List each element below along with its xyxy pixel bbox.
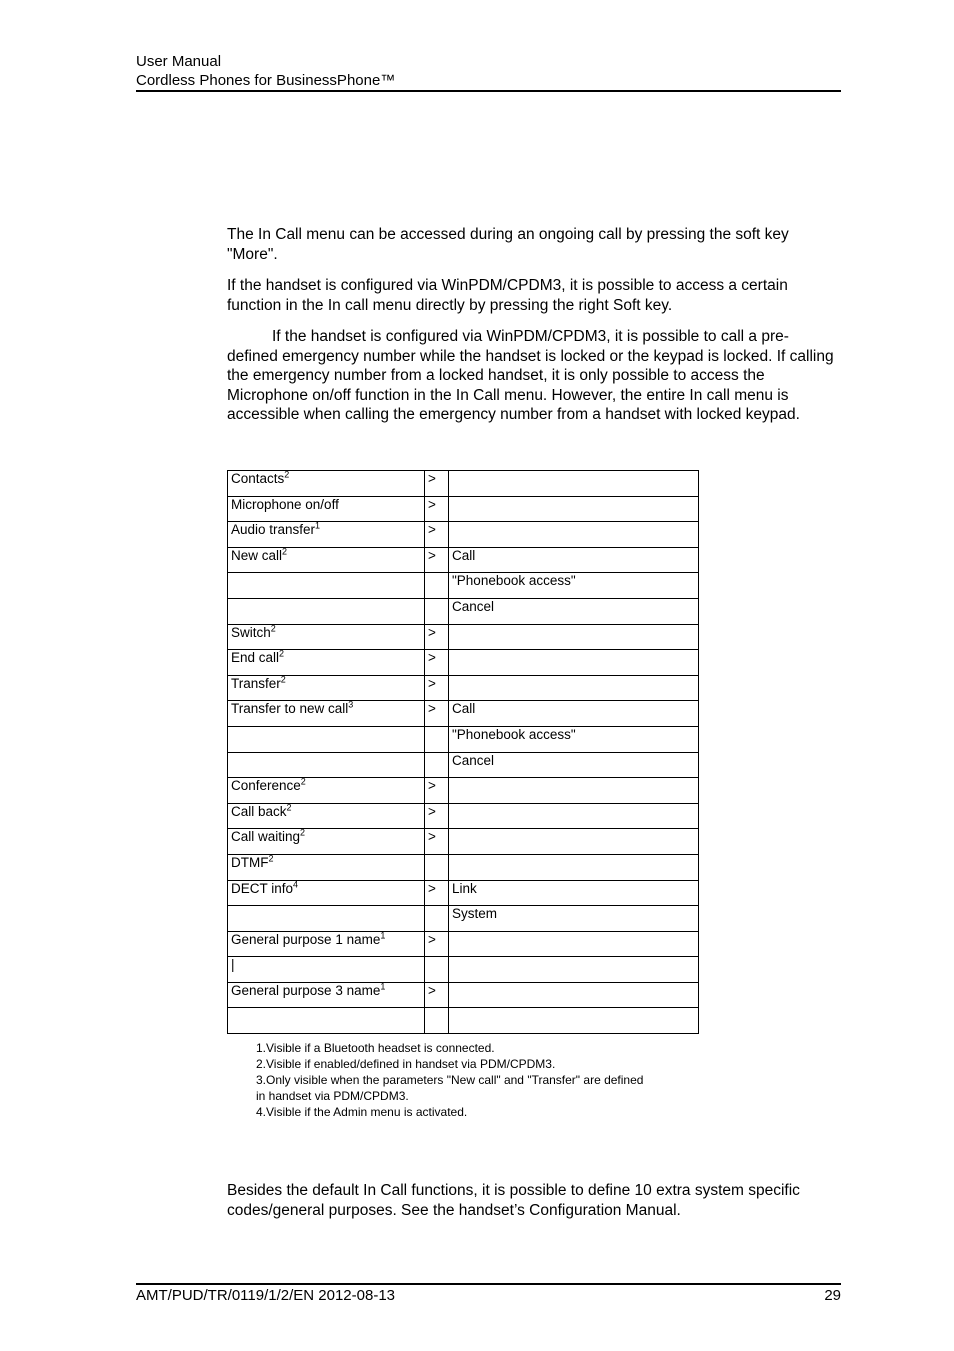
footnote: in handset via PDM/CPDM3. (256, 1089, 409, 1103)
menu-item-cell (228, 650, 425, 676)
page-number: 29 (824, 1287, 841, 1304)
footnote-ref: 3 (348, 699, 354, 710)
footnotes (256, 1040, 643, 1120)
submenu-arrow (425, 752, 449, 778)
submenu-item (449, 471, 699, 497)
menu-item-cell (228, 931, 425, 957)
submenu-arrow (425, 906, 449, 932)
submenu-arrow (425, 573, 449, 599)
menu-row (228, 880, 699, 906)
menu-item-cell (228, 726, 425, 752)
submenu-item (449, 778, 699, 804)
submenu-arrow: > (425, 803, 449, 829)
submenu-arrow: > (425, 624, 449, 650)
submenu-arrow: > (425, 829, 449, 855)
submenu-arrow: > (425, 675, 449, 701)
menu-row (228, 496, 699, 522)
submenu-item (449, 829, 699, 855)
submenu-item (449, 496, 699, 522)
submenu-item (449, 650, 699, 676)
footnote: 4.Visible if the Admin menu is activated. (256, 1105, 468, 1119)
submenu-arrow: > (425, 982, 449, 1008)
submenu-item (449, 931, 699, 957)
paragraph: The In Call menu can be accessed during an ongoing call by pressing the soft key "More". (227, 226, 789, 263)
footnote-ref: 2 (280, 674, 286, 685)
menu-item-label: Conference (231, 778, 301, 794)
menu-item-cell (228, 598, 425, 624)
submenu-arrow: > (425, 650, 449, 676)
submenu-item: System (449, 906, 699, 932)
submenu-arrow: > (425, 931, 449, 957)
menu-row (228, 547, 699, 573)
menu-item-label: | (231, 957, 235, 973)
menu-row (228, 675, 699, 701)
submenu-item: Cancel (449, 598, 699, 624)
header-rule (136, 90, 841, 92)
menu-row (228, 829, 699, 855)
footnote: 1.Visible if a Bluetooth headset is connected. (256, 1041, 495, 1055)
menu-item-cell (228, 906, 425, 932)
menu-item-cell (228, 880, 425, 906)
paragraph: If the handset is configured via WinPDM/CPDM3, it is possible to access a certain function in the In call menu directly by pressing the right Soft key. (227, 277, 788, 314)
submenu-item (449, 957, 699, 983)
submenu-arrow: > (425, 778, 449, 804)
menu-item-cell (228, 752, 425, 778)
menu-item-cell (228, 854, 425, 880)
menu-item-label: DECT info (231, 880, 294, 896)
menu-row (228, 522, 699, 548)
footnote-ref: 2 (300, 776, 306, 787)
menu-item-cell (228, 471, 425, 497)
menu-row (228, 982, 699, 1008)
submenu-arrow (425, 598, 449, 624)
menu-item-label: End call (231, 650, 280, 666)
submenu-item (449, 982, 699, 1008)
submenu-arrow: > (425, 522, 449, 548)
submenu-item (449, 854, 699, 880)
submenu-arrow (425, 957, 449, 983)
menu-item-cell (228, 522, 425, 548)
submenu-arrow: > (425, 547, 449, 573)
submenu-item: "Phonebook access" (449, 726, 699, 752)
menu-row (228, 931, 699, 957)
menu-item-label: Switch (231, 624, 271, 640)
menu-row (228, 752, 699, 778)
page-header (136, 52, 841, 90)
footnote-ref: 2 (268, 853, 274, 864)
menu-row (228, 701, 699, 727)
header-doc-title: Cordless Phones for BusinessPhone™ (136, 72, 396, 89)
closing-paragraph: Besides the default In Call functions, it is possible to define 10 extra system specific codes/general purposes. See the handset’s Configuration Manual. (227, 1182, 800, 1219)
menu-item-cell (228, 675, 425, 701)
submenu-item: Call (449, 701, 699, 727)
menu-item-label: Contacts (231, 471, 285, 486)
submenu-item (449, 624, 699, 650)
footnote-ref: 1 (380, 930, 386, 941)
menu-item-label: Transfer (231, 675, 281, 691)
menu-row (228, 598, 699, 624)
footnote-ref: 2 (282, 546, 288, 557)
menu-item-label: Audio transfer (231, 522, 316, 538)
submenu-arrow: > (425, 880, 449, 906)
menu-row (228, 778, 699, 804)
menu-item-cell (228, 982, 425, 1008)
menu-item-label: Transfer to new call (231, 701, 349, 717)
menu-row (228, 471, 699, 497)
menu-item-label: General purpose 3 name (231, 982, 381, 998)
submenu-arrow (425, 1008, 449, 1034)
menu-item-cell (228, 496, 425, 522)
menu-item-cell (228, 701, 425, 727)
submenu-item: Call (449, 547, 699, 573)
menu-row (228, 650, 699, 676)
footnote-ref: 1 (380, 981, 386, 992)
footnote-ref: 2 (279, 648, 285, 659)
submenu-arrow: > (425, 471, 449, 497)
menu-row (228, 854, 699, 880)
paragraph: If the handset is configured via WinPDM/CPDM3, it is possible to call a pre-defined emergency number while the handset is locked or the keypad is locked. If calling the emergency number from a locked handset, it is only possible to access the Microphone on/off function in the In Call menu. However, the entire In call menu is accessible when calling the emergency number from a handset with locked keypad. (227, 328, 834, 423)
footer-rule (136, 1283, 841, 1285)
submenu-item (449, 1008, 699, 1034)
menu-item-label: New call (231, 547, 283, 563)
menu-item-cell (228, 547, 425, 573)
submenu-item: "Phonebook access" (449, 573, 699, 599)
intro-text (227, 225, 839, 437)
footnote: 3.Only visible when the parameters "New call" and "Transfer" are defined (256, 1073, 644, 1087)
menu-row (228, 624, 699, 650)
submenu-item (449, 675, 699, 701)
menu-item-label: Call back (231, 803, 287, 819)
menu-item-label: General purpose 1 name (231, 931, 381, 947)
submenu-arrow (425, 726, 449, 752)
menu-item-cell (228, 803, 425, 829)
menu-item-cell (228, 778, 425, 804)
in-call-menu-table (227, 470, 699, 1034)
menu-row (228, 1008, 699, 1034)
submenu-item (449, 803, 699, 829)
menu-row (228, 906, 699, 932)
menu-item-label: DTMF (231, 854, 269, 870)
submenu-arrow (425, 854, 449, 880)
footnote: 2.Visible if enabled/defined in handset via PDM/CPDM3. (256, 1057, 556, 1071)
menu-item-cell (228, 829, 425, 855)
footnote-ref: 2 (270, 623, 276, 634)
footnote-ref: 1 (315, 520, 321, 531)
menu-item-cell (228, 1008, 425, 1034)
menu-item-cell (228, 957, 425, 983)
submenu-item: Link (449, 880, 699, 906)
menu-row (228, 957, 699, 983)
footnote-ref: 4 (293, 879, 299, 889)
submenu-arrow: > (425, 701, 449, 727)
footer-doc-id: AMT/PUD/TR/0119/1/2/EN 2012-08-13 (136, 1287, 396, 1304)
menu-row (228, 803, 699, 829)
submenu-item: Cancel (449, 752, 699, 778)
submenu-arrow: > (425, 496, 449, 522)
header-doc-type: User Manual (136, 53, 222, 70)
menu-item-label: Call waiting (231, 829, 301, 845)
menu-item-label: Microphone on/off (231, 496, 339, 512)
menu-item-cell (228, 624, 425, 650)
footnote-ref: 2 (284, 469, 290, 480)
footnote-ref: 2 (286, 802, 292, 813)
menu-row (228, 573, 699, 599)
submenu-item (449, 522, 699, 548)
footnote-ref: 2 (300, 827, 306, 838)
menu-item-cell (228, 573, 425, 599)
menu-row (228, 726, 699, 752)
